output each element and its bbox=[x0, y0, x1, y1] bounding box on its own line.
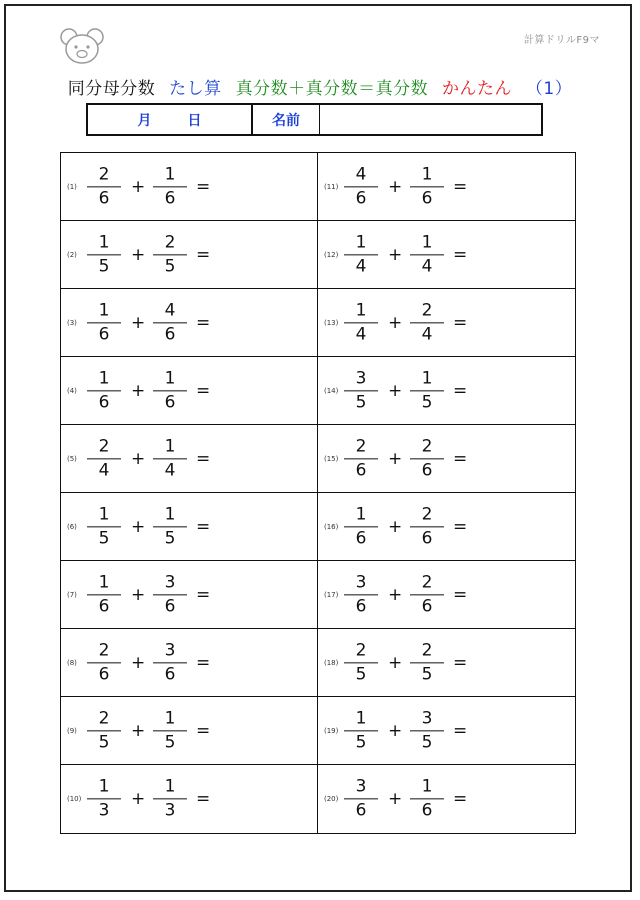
fraction-numerator: 1 bbox=[355, 231, 367, 252]
fraction-denominator: 6 bbox=[355, 596, 367, 617]
fraction-a bbox=[344, 776, 378, 821]
fraction-bar bbox=[87, 186, 121, 187]
fraction-numerator: 1 bbox=[355, 503, 367, 524]
equals-sign: = bbox=[196, 380, 211, 401]
fraction-denominator: 5 bbox=[164, 256, 176, 277]
problem-cell[interactable] bbox=[318, 629, 575, 697]
fraction-numerator: 4 bbox=[164, 299, 176, 320]
fraction-a bbox=[87, 436, 121, 481]
problem-number: (1) bbox=[67, 182, 77, 191]
fraction-denominator: 4 bbox=[421, 256, 433, 277]
fraction-a bbox=[344, 232, 378, 277]
fraction-bar bbox=[344, 458, 378, 459]
problem-cell[interactable] bbox=[318, 425, 575, 493]
fraction-denominator: 5 bbox=[355, 664, 367, 685]
fraction-a bbox=[87, 708, 121, 753]
fraction-bar bbox=[410, 390, 444, 391]
fraction-numerator: 2 bbox=[421, 639, 433, 660]
day-label: 日 bbox=[187, 112, 202, 129]
fraction-numerator: 1 bbox=[98, 776, 110, 797]
fraction-numerator: 1 bbox=[421, 776, 433, 797]
fraction-b bbox=[153, 164, 187, 209]
fraction-denominator: 6 bbox=[164, 664, 176, 685]
plus-sign: + bbox=[131, 516, 146, 537]
problem-cell[interactable] bbox=[61, 221, 318, 289]
plus-sign: + bbox=[388, 584, 403, 605]
fraction-bar bbox=[410, 662, 444, 663]
problem-number: (18) bbox=[324, 658, 339, 667]
fraction-denominator: 3 bbox=[98, 800, 110, 821]
fraction-denominator: 6 bbox=[164, 596, 176, 617]
fraction-denominator: 6 bbox=[164, 392, 176, 413]
fraction-bar bbox=[153, 662, 187, 663]
equals-sign: = bbox=[196, 516, 211, 537]
fraction-bar bbox=[87, 594, 121, 595]
fraction-bar bbox=[344, 798, 378, 799]
worksheet-title bbox=[0, 74, 640, 99]
fraction-bar bbox=[87, 254, 121, 255]
equals-sign: = bbox=[196, 584, 211, 605]
fraction-b bbox=[153, 776, 187, 821]
fraction-denominator: 5 bbox=[98, 732, 110, 753]
problem-number: (4) bbox=[67, 386, 77, 395]
equals-sign: = bbox=[196, 176, 211, 197]
fraction-bar bbox=[344, 186, 378, 187]
fraction-denominator: 6 bbox=[355, 188, 367, 209]
fraction-a bbox=[344, 436, 378, 481]
fraction-numerator: 3 bbox=[355, 367, 367, 388]
name-field[interactable] bbox=[320, 105, 541, 134]
fraction-denominator: 6 bbox=[98, 392, 110, 413]
plus-sign: + bbox=[131, 448, 146, 469]
fraction-a bbox=[87, 300, 121, 345]
fraction-numerator: 1 bbox=[355, 707, 367, 728]
fraction-numerator: 3 bbox=[164, 571, 176, 592]
fraction-denominator: 6 bbox=[355, 528, 367, 549]
fraction-a bbox=[87, 504, 121, 549]
problem-number: (14) bbox=[324, 386, 339, 395]
plus-sign: + bbox=[388, 720, 403, 741]
problem-number: (17) bbox=[324, 590, 339, 599]
equals-sign: = bbox=[453, 380, 468, 401]
fraction-bar bbox=[87, 390, 121, 391]
fraction-b bbox=[153, 504, 187, 549]
plus-sign: + bbox=[131, 720, 146, 741]
fraction-b bbox=[153, 640, 187, 685]
equals-sign: = bbox=[196, 448, 211, 469]
fraction-denominator: 5 bbox=[355, 732, 367, 753]
equals-sign: = bbox=[453, 652, 468, 673]
fraction-denominator: 4 bbox=[355, 256, 367, 277]
fraction-denominator: 4 bbox=[355, 324, 367, 345]
fraction-b bbox=[410, 708, 444, 753]
fraction-numerator: 1 bbox=[164, 163, 176, 184]
problem-number: (3) bbox=[67, 318, 77, 327]
problem-number: (13) bbox=[324, 318, 339, 327]
problem-cell[interactable] bbox=[61, 493, 318, 561]
fraction-denominator: 6 bbox=[421, 460, 433, 481]
equals-sign: = bbox=[453, 516, 468, 537]
fraction-bar bbox=[87, 526, 121, 527]
problem-number: (9) bbox=[67, 726, 77, 735]
fraction-b bbox=[153, 436, 187, 481]
fraction-a bbox=[87, 776, 121, 821]
fraction-a bbox=[344, 368, 378, 413]
fraction-denominator: 5 bbox=[98, 256, 110, 277]
fraction-numerator: 2 bbox=[98, 707, 110, 728]
problem-cell[interactable] bbox=[318, 561, 575, 629]
equals-sign: = bbox=[196, 652, 211, 673]
problem-number: (19) bbox=[324, 726, 339, 735]
problem-number: (20) bbox=[324, 795, 339, 803]
plus-sign: + bbox=[388, 448, 403, 469]
fraction-bar bbox=[87, 730, 121, 731]
fraction-denominator: 6 bbox=[421, 596, 433, 617]
fraction-bar bbox=[153, 730, 187, 731]
fraction-bar bbox=[410, 526, 444, 527]
fraction-numerator: 2 bbox=[421, 571, 433, 592]
fraction-denominator: 6 bbox=[421, 528, 433, 549]
fraction-bar bbox=[87, 798, 121, 799]
fraction-b bbox=[410, 232, 444, 277]
fraction-bar bbox=[344, 662, 378, 663]
problem-cell[interactable] bbox=[318, 697, 575, 765]
fraction-b bbox=[410, 436, 444, 481]
plus-sign: + bbox=[388, 380, 403, 401]
equals-sign: = bbox=[196, 720, 211, 741]
plus-sign: + bbox=[131, 312, 146, 333]
fraction-b bbox=[410, 368, 444, 413]
equals-sign: = bbox=[453, 448, 468, 469]
brand-text: 計算ドリルF9マ bbox=[523, 35, 600, 46]
fraction-numerator: 1 bbox=[98, 571, 110, 592]
fraction-numerator: 1 bbox=[421, 231, 433, 252]
title-pattern: 真分数＋真分数＝真分数 bbox=[235, 79, 429, 99]
problem-cell[interactable] bbox=[318, 153, 575, 221]
fraction-numerator: 2 bbox=[164, 231, 176, 252]
fraction-numerator: 1 bbox=[98, 367, 110, 388]
problem-cell[interactable] bbox=[61, 289, 318, 357]
fraction-numerator: 1 bbox=[98, 231, 110, 252]
fraction-numerator: 2 bbox=[421, 435, 433, 456]
fraction-denominator: 5 bbox=[355, 392, 367, 413]
fraction-b bbox=[410, 300, 444, 345]
plus-sign: + bbox=[131, 652, 146, 673]
fraction-denominator: 3 bbox=[164, 800, 176, 821]
fraction-bar bbox=[153, 186, 187, 187]
fraction-bar bbox=[344, 254, 378, 255]
problem-number: (16) bbox=[324, 522, 339, 531]
problem-cell[interactable] bbox=[61, 561, 318, 629]
problem-cell[interactable] bbox=[61, 153, 318, 221]
plus-sign: + bbox=[388, 516, 403, 537]
fraction-b bbox=[410, 572, 444, 617]
title-number: （1） bbox=[525, 79, 573, 99]
fraction-b bbox=[410, 504, 444, 549]
plus-sign: + bbox=[388, 789, 403, 809]
fraction-bar bbox=[344, 594, 378, 595]
fraction-denominator: 4 bbox=[98, 460, 110, 481]
fraction-bar bbox=[410, 186, 444, 187]
fraction-denominator: 4 bbox=[164, 460, 176, 481]
fraction-bar bbox=[87, 458, 121, 459]
fraction-bar bbox=[153, 322, 187, 323]
equals-sign: = bbox=[453, 312, 468, 333]
fraction-numerator: 1 bbox=[164, 776, 176, 797]
fraction-b bbox=[153, 572, 187, 617]
problem-number: (6) bbox=[67, 522, 77, 531]
name-date-box bbox=[86, 103, 543, 136]
fraction-a bbox=[344, 164, 378, 209]
fraction-numerator: 2 bbox=[98, 435, 110, 456]
fraction-bar bbox=[153, 390, 187, 391]
fraction-bar bbox=[410, 322, 444, 323]
fraction-denominator: 5 bbox=[421, 392, 433, 413]
fraction-bar bbox=[410, 254, 444, 255]
problem-cell[interactable] bbox=[318, 493, 575, 561]
problem-number: (5) bbox=[67, 454, 77, 463]
fraction-a bbox=[87, 572, 121, 617]
fraction-b bbox=[410, 164, 444, 209]
fraction-b bbox=[410, 640, 444, 685]
fraction-bar bbox=[153, 254, 187, 255]
plus-sign: + bbox=[131, 584, 146, 605]
name-label: 名前 bbox=[253, 105, 320, 134]
problem-grid bbox=[60, 152, 576, 834]
fraction-denominator: 6 bbox=[164, 188, 176, 209]
fraction-denominator: 6 bbox=[98, 664, 110, 685]
equals-sign: = bbox=[196, 244, 211, 265]
equals-sign: = bbox=[196, 789, 211, 809]
fraction-bar bbox=[153, 458, 187, 459]
fraction-numerator: 2 bbox=[98, 163, 110, 184]
problem-cell[interactable] bbox=[61, 765, 318, 833]
equals-sign: = bbox=[453, 584, 468, 605]
bear-mascot-icon bbox=[58, 26, 106, 66]
fraction-a bbox=[344, 504, 378, 549]
fraction-bar bbox=[87, 322, 121, 323]
fraction-numerator: 1 bbox=[164, 367, 176, 388]
problem-cell[interactable] bbox=[318, 221, 575, 289]
problem-number: (10) bbox=[67, 795, 82, 803]
fraction-numerator: 4 bbox=[355, 163, 367, 184]
problem-number: (15) bbox=[324, 454, 339, 463]
fraction-b bbox=[153, 232, 187, 277]
title-difficulty: かんたん bbox=[441, 79, 512, 99]
fraction-numerator: 2 bbox=[421, 503, 433, 524]
fraction-numerator: 1 bbox=[164, 707, 176, 728]
problem-cell[interactable] bbox=[61, 357, 318, 425]
fraction-numerator: 2 bbox=[421, 299, 433, 320]
fraction-denominator: 5 bbox=[164, 732, 176, 753]
fraction-a bbox=[344, 640, 378, 685]
fraction-numerator: 1 bbox=[164, 503, 176, 524]
problem-cell[interactable] bbox=[318, 289, 575, 357]
fraction-bar bbox=[410, 798, 444, 799]
fraction-bar bbox=[344, 322, 378, 323]
fraction-bar bbox=[344, 730, 378, 731]
problem-cell[interactable] bbox=[61, 697, 318, 765]
plus-sign: + bbox=[131, 244, 146, 265]
fraction-b bbox=[153, 300, 187, 345]
problem-cell[interactable] bbox=[318, 357, 575, 425]
fraction-a bbox=[87, 164, 121, 209]
fraction-a bbox=[87, 368, 121, 413]
fraction-numerator: 3 bbox=[355, 776, 367, 797]
fraction-denominator: 6 bbox=[98, 188, 110, 209]
fraction-bar bbox=[87, 662, 121, 663]
fraction-b bbox=[153, 708, 187, 753]
plus-sign: + bbox=[388, 176, 403, 197]
title-operation: たし算 bbox=[169, 79, 222, 99]
fraction-denominator: 5 bbox=[421, 664, 433, 685]
fraction-a bbox=[87, 232, 121, 277]
fraction-denominator: 4 bbox=[421, 324, 433, 345]
problem-cell[interactable] bbox=[61, 629, 318, 697]
equals-sign: = bbox=[453, 244, 468, 265]
fraction-denominator: 6 bbox=[98, 596, 110, 617]
fraction-numerator: 2 bbox=[355, 435, 367, 456]
fraction-a bbox=[344, 300, 378, 345]
fraction-numerator: 1 bbox=[164, 435, 176, 456]
fraction-bar bbox=[153, 526, 187, 527]
fraction-denominator: 6 bbox=[355, 460, 367, 481]
fraction-numerator: 1 bbox=[421, 163, 433, 184]
fraction-denominator: 6 bbox=[98, 324, 110, 345]
equals-sign: = bbox=[453, 789, 468, 809]
equals-sign: = bbox=[453, 176, 468, 197]
fraction-b bbox=[410, 776, 444, 821]
fraction-bar bbox=[410, 594, 444, 595]
fraction-denominator: 6 bbox=[421, 188, 433, 209]
title-topic: 同分母分数 bbox=[67, 79, 156, 99]
fraction-bar bbox=[344, 390, 378, 391]
fraction-denominator: 6 bbox=[164, 324, 176, 345]
plus-sign: + bbox=[388, 652, 403, 673]
fraction-numerator: 3 bbox=[164, 639, 176, 660]
fraction-bar bbox=[410, 458, 444, 459]
fraction-denominator: 6 bbox=[355, 800, 367, 821]
plus-sign: + bbox=[388, 244, 403, 265]
fraction-bar bbox=[410, 730, 444, 731]
fraction-numerator: 2 bbox=[355, 639, 367, 660]
problem-cell[interactable] bbox=[61, 425, 318, 493]
fraction-bar bbox=[344, 526, 378, 527]
plus-sign: + bbox=[131, 789, 146, 809]
plus-sign: + bbox=[131, 176, 146, 197]
problem-number: (11) bbox=[324, 182, 339, 191]
fraction-denominator: 5 bbox=[421, 732, 433, 753]
month-label: 月 bbox=[137, 112, 152, 129]
equals-sign: = bbox=[453, 720, 468, 741]
fraction-denominator: 5 bbox=[164, 528, 176, 549]
problem-number: (8) bbox=[67, 658, 77, 667]
fraction-numerator: 1 bbox=[355, 299, 367, 320]
equals-sign: = bbox=[196, 312, 211, 333]
fraction-numerator: 3 bbox=[355, 571, 367, 592]
problem-cell[interactable] bbox=[318, 765, 575, 833]
fraction-a bbox=[344, 708, 378, 753]
plus-sign: + bbox=[388, 312, 403, 333]
problem-number: (12) bbox=[324, 250, 339, 259]
fraction-numerator: 2 bbox=[98, 639, 110, 660]
fraction-a bbox=[87, 640, 121, 685]
date-field[interactable] bbox=[88, 105, 253, 134]
problem-number: (7) bbox=[67, 590, 77, 599]
fraction-a bbox=[344, 572, 378, 617]
fraction-numerator: 1 bbox=[421, 367, 433, 388]
fraction-b bbox=[153, 368, 187, 413]
fraction-denominator: 5 bbox=[98, 528, 110, 549]
fraction-numerator: 3 bbox=[421, 707, 433, 728]
fraction-bar bbox=[153, 594, 187, 595]
fraction-bar bbox=[153, 798, 187, 799]
fraction-numerator: 1 bbox=[98, 503, 110, 524]
problem-number: (2) bbox=[67, 250, 77, 259]
fraction-numerator: 1 bbox=[98, 299, 110, 320]
plus-sign: + bbox=[131, 380, 146, 401]
fraction-denominator: 6 bbox=[421, 800, 433, 821]
